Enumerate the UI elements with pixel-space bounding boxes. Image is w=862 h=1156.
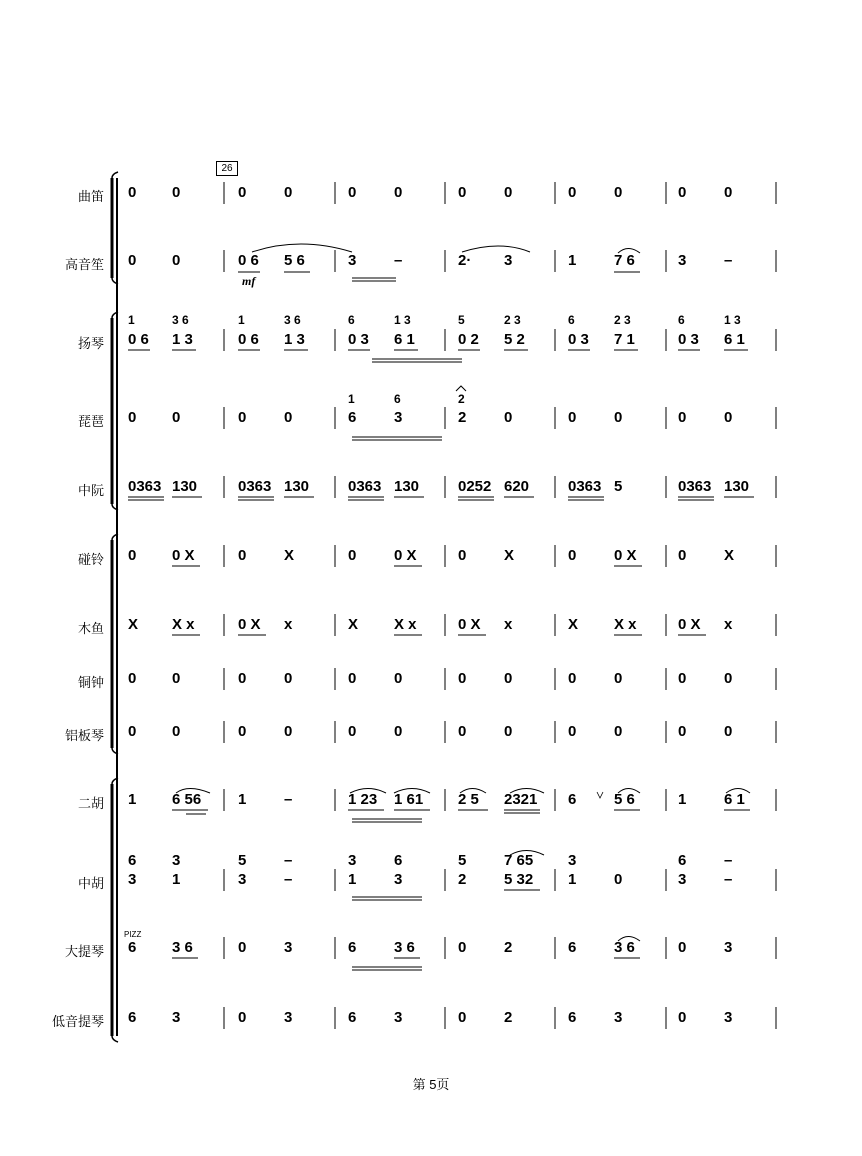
note-cell: 3 6 (614, 939, 635, 956)
note-cell: 130 (724, 478, 750, 495)
note-cell: 0363 (678, 478, 712, 495)
note-cell: 1 3 (172, 331, 193, 348)
instrument-label: 碰铃 (77, 552, 104, 567)
note-cell: 0 (614, 409, 623, 426)
note-cell: 0 (128, 670, 137, 687)
note-cell: 0 (284, 670, 293, 687)
note-cell: 3 6 (172, 939, 193, 956)
note-cell: 0 (458, 670, 467, 687)
note-cell: 0 (172, 409, 181, 426)
note-cell: 0 (568, 409, 577, 426)
note-cell: 3 (724, 1009, 733, 1026)
note-cell: X x (394, 616, 417, 633)
note-cell: 620 (504, 478, 530, 495)
note-cell: 3 (284, 1009, 293, 1026)
note-cell: 1 (348, 871, 357, 888)
note-cell: 0 (238, 723, 247, 740)
note-cell: 6 (128, 852, 137, 869)
note-cell: 2321 (504, 791, 538, 808)
note-cell: 0 (238, 184, 247, 201)
note-cell: 3 (394, 1009, 403, 1026)
note-cell: 0 (614, 670, 623, 687)
note-cell: 6 (128, 1009, 137, 1026)
note-cell: 2 (458, 392, 465, 406)
note-cell: 7 1 (614, 331, 635, 348)
note-cell: 3 6 (394, 939, 415, 956)
note-cell: 0 (678, 1009, 687, 1026)
note-cell: X (504, 547, 515, 564)
note-cell: 3 (128, 871, 137, 888)
note-cell: 0 (348, 547, 357, 564)
instrument-label: 琵琶 (77, 414, 104, 429)
note-cell: 0 (504, 670, 513, 687)
instrument-label: 木鱼 (77, 621, 104, 636)
note-cell: 0 (614, 871, 623, 888)
note-cell: 0 (284, 184, 293, 201)
note-cell: – (284, 791, 293, 808)
note-cell: 6 (348, 1009, 357, 1026)
note-cell: x (284, 616, 293, 633)
note-cell: 3 (568, 852, 577, 869)
note-cell: 0 (238, 547, 247, 564)
dynamic-marking: mf (242, 274, 256, 288)
note-cell: 0363 (568, 478, 602, 495)
note-cell: 1 (348, 392, 355, 406)
note-cell: 1 3 (394, 313, 411, 327)
note-cell: 0 (678, 939, 687, 956)
note-cell: 1 (128, 791, 137, 808)
rehearsal-mark: 26 (216, 161, 238, 176)
note-cell: 130 (172, 478, 198, 495)
note-cell: 0 6 (238, 252, 259, 269)
note-cell: 1 23 (348, 791, 378, 808)
note-cell: 5 (614, 478, 623, 495)
note-cell: 0 6 (128, 331, 149, 348)
note-cell: 0 (238, 670, 247, 687)
note-cell: 1 (238, 313, 245, 327)
note-cell: 3 (614, 1009, 623, 1026)
note-cell: 2 (458, 409, 467, 426)
accent (456, 386, 466, 391)
note-cell: 6 1 (724, 331, 745, 348)
note-cell: 7 65 (504, 852, 534, 869)
note-cell: 6 (568, 791, 577, 808)
note-cell: 2 5 (458, 791, 479, 808)
instrument-label: 曲笛 (77, 189, 104, 204)
note-cell: 0 (128, 547, 137, 564)
note-cell: 1 61 (394, 791, 424, 808)
note-cell: – (284, 852, 293, 869)
note-cell: 0 (504, 409, 513, 426)
pizz-marking: PIZZ (124, 930, 142, 939)
note-cell: 0 X (614, 547, 637, 564)
note-cell: 1 (172, 871, 181, 888)
note-cell: 0 (348, 670, 357, 687)
bow-mark (597, 792, 603, 798)
note-cell: 1 (238, 791, 247, 808)
note-cell: X (724, 547, 735, 564)
note-cell: 0 (284, 409, 293, 426)
note-cell: 0 (128, 723, 137, 740)
note-cell: X x (172, 616, 195, 633)
note-cell: 0 (678, 184, 687, 201)
instrument-label: 二胡 (77, 796, 104, 811)
note-cell: 3 (504, 252, 513, 269)
note-cell: 1 3 (284, 331, 305, 348)
note-cell: 0 (348, 184, 357, 201)
note-cell: 3 6 (284, 313, 301, 327)
note-cell: 0 (568, 184, 577, 201)
note-cell: 3 (238, 871, 247, 888)
note-cell: 3 (394, 871, 403, 888)
note-cell: 0 (458, 184, 467, 201)
note-cell: 6 56 (172, 791, 202, 808)
note-cell: 6 1 (724, 791, 745, 808)
note-cell: 0 (678, 723, 687, 740)
note-cell: 0 (458, 1009, 467, 1026)
note-cell: 0 X (172, 547, 195, 564)
note-cell: 0 (172, 670, 181, 687)
note-cell: 0363 (128, 478, 162, 495)
note-cell: – (284, 871, 293, 888)
note-cell: 3 (678, 252, 687, 269)
note-cell: 2 (504, 939, 513, 956)
note-cell: X (348, 616, 359, 633)
instrument-label: 铝板琴 (64, 728, 104, 743)
note-cell: 6 (568, 313, 575, 327)
note-cell: 0 (568, 670, 577, 687)
note-cell: 6 (128, 939, 137, 956)
note-cell: – (724, 252, 733, 269)
note-cell: 3 (724, 939, 733, 956)
instrument-label: 中阮 (77, 483, 104, 498)
note-cell: 0 (504, 184, 513, 201)
note-cell: 3 (348, 252, 357, 269)
note-cell: 6 (678, 313, 685, 327)
note-cell: 0 (348, 723, 357, 740)
note-cell: x (504, 616, 513, 633)
note-cell: 1 (678, 791, 687, 808)
note-cell: 5 6 (284, 252, 305, 269)
note-cell: 0363 (348, 478, 382, 495)
note-cell: 2 3 (504, 313, 521, 327)
note-cell: 0252 (458, 478, 492, 495)
note-cell: 0 (284, 723, 293, 740)
note-cell: 0 (458, 547, 467, 564)
note-cell: X (568, 616, 579, 633)
note-cell: 6 (348, 939, 357, 956)
note-cell: 6 (394, 852, 403, 869)
note-cell: 0 (172, 723, 181, 740)
instrument-label: 中胡 (77, 876, 104, 891)
instrument-label: 大提琴 (64, 944, 104, 959)
note-cell: 0 (238, 1009, 247, 1026)
note-cell: X (284, 547, 295, 564)
note-cell: 0 (394, 184, 403, 201)
note-cell: 1 (128, 313, 135, 327)
note-cell: – (724, 871, 733, 888)
note-cell: 0 6 (238, 331, 259, 348)
note-cell: 0 (614, 184, 623, 201)
note-cell: 0 (238, 939, 247, 956)
note-cell: 0 (458, 939, 467, 956)
note-cell: 6 1 (394, 331, 415, 348)
note-cell: – (724, 852, 733, 869)
note-cell: 130 (284, 478, 310, 495)
note-cell: 3 6 (172, 313, 189, 327)
note-cell: 2 (504, 1009, 513, 1026)
note-cell: 3 (172, 1009, 181, 1026)
note-cell: 3 (284, 939, 293, 956)
note-cell: 6 (348, 313, 355, 327)
note-cell: 0 (128, 409, 137, 426)
note-cell: 5 2 (504, 331, 525, 348)
note-cell: 2 3 (614, 313, 631, 327)
note-cell: 0 3 (678, 331, 699, 348)
note-cell: 0 (614, 723, 623, 740)
note-cell: 2· (458, 252, 472, 269)
note-cell: X x (614, 616, 637, 633)
note-cell: 0363 (238, 478, 272, 495)
note-cell: 0 X (458, 616, 481, 633)
note-cell: 3 (348, 852, 357, 869)
note-cell: 1 (568, 871, 577, 888)
note-cell: 6 (394, 392, 401, 406)
note-cell: 0 (724, 184, 733, 201)
note-cell: 3 (172, 852, 181, 869)
note-cell: 5 6 (614, 791, 635, 808)
note-cell: 5 32 (504, 871, 534, 888)
instrument-label: 铜钟 (77, 675, 104, 690)
note-cell: 5 (238, 852, 247, 869)
note-cell: X (128, 616, 139, 633)
note-cell: 1 3 (724, 313, 741, 327)
page-number: 第 5页 (412, 1077, 450, 1092)
note-cell: 0 (568, 723, 577, 740)
slur (252, 244, 352, 252)
note-cell: 5 (458, 852, 467, 869)
note-cell: 3 (678, 871, 687, 888)
bracket-hook (112, 1036, 118, 1042)
slur (462, 246, 530, 252)
note-cell: 1 (568, 252, 577, 269)
note-cell: 0 (724, 670, 733, 687)
note-cell: 0 (238, 409, 247, 426)
note-cell: 0 X (238, 616, 261, 633)
note-cell: 0 (394, 670, 403, 687)
note-cell: 0 (678, 409, 687, 426)
note-cell: 6 (568, 939, 577, 956)
note-cell: 130 (394, 478, 420, 495)
note-cell: – (394, 252, 403, 269)
bracket-hook (112, 172, 118, 178)
instrument-label: 扬琴 (77, 336, 104, 351)
note-cell: 0 3 (568, 331, 589, 348)
instrument-label: 低音提琴 (51, 1014, 104, 1029)
note-cell: 0 X (678, 616, 701, 633)
instrument-label: 高音笙 (64, 257, 104, 272)
note-cell: 6 (678, 852, 687, 869)
note-cell: 0 (128, 252, 137, 269)
note-cell: 0 (724, 409, 733, 426)
note-cell: 0 (724, 723, 733, 740)
note-cell: 0 (172, 252, 181, 269)
note-cell: 6 (348, 409, 357, 426)
note-cell: 0 (678, 670, 687, 687)
note-cell: 0 (568, 547, 577, 564)
note-cell: 0 (504, 723, 513, 740)
note-cell: 7 6 (614, 252, 635, 269)
note-cell: 0 (172, 184, 181, 201)
note-cell: 0 (678, 547, 687, 564)
note-cell: 6 (568, 1009, 577, 1026)
note-cell: 0 X (394, 547, 417, 564)
note-cell: 0 (394, 723, 403, 740)
note-cell: x (724, 616, 733, 633)
note-cell: 0 3 (348, 331, 369, 348)
note-cell: 5 (458, 313, 465, 327)
note-cell: 3 (394, 409, 403, 426)
note-cell: 0 2 (458, 331, 479, 348)
note-cell: 0 (128, 184, 137, 201)
note-cell: 2 (458, 871, 467, 888)
note-cell: 0 (458, 723, 467, 740)
